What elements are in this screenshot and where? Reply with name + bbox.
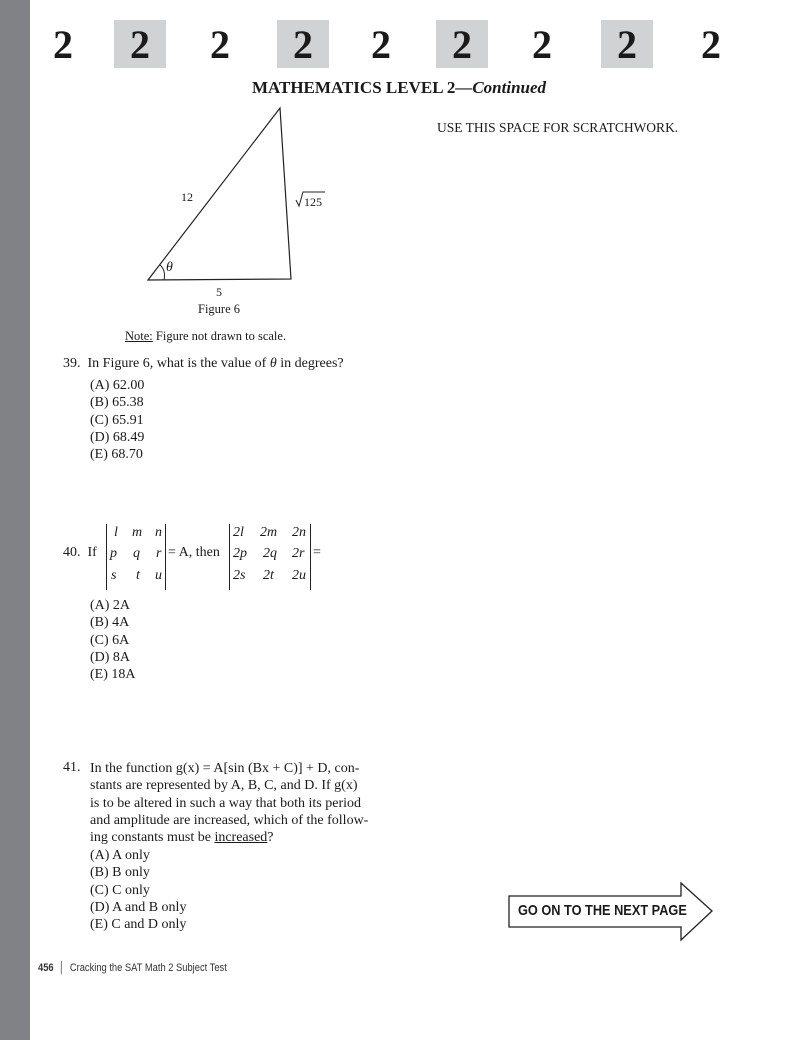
q41-number: 41. [63,760,81,775]
angle-arc [160,265,165,280]
question-line: ing constants must be increased? [90,830,274,846]
option[interactable]: (C) C only [90,882,150,898]
entry: p [110,546,117,561]
entry: l [114,525,118,540]
page-footer: 456 │ Cracking the SAT Math 2 Subject Test [38,962,227,974]
section-digit: 2 [53,22,73,67]
question-line: and amplitude are increased, which of the follow- [90,812,369,828]
option[interactable]: (B) 4A [90,615,130,631]
q40-equals: = [313,545,321,560]
entry: 2q [263,546,277,561]
option[interactable]: (E) 68.70 [90,447,143,463]
entry: 2t [263,568,274,583]
triangle [148,108,291,280]
option[interactable]: (D) 68.49 [90,429,145,445]
entry: 2s [233,568,246,583]
section-digit: 2 [210,22,230,67]
entry: u [155,568,162,583]
side-label-sqrt125: 125 [304,195,322,209]
option[interactable]: (C) 6A [90,632,130,648]
figure-note: Note: Figure not drawn to scale. [125,329,287,343]
q41-options [90,847,186,933]
option[interactable]: (D) 8A [90,649,131,665]
entry: r [156,546,162,561]
option[interactable]: (C) 65.91 [90,412,144,428]
section-digit: 2 [601,20,653,68]
determinant-1 [106,524,166,590]
question-41 [90,760,368,846]
entry: 2u [292,568,306,583]
q40-number: 40. If [63,545,97,560]
q40-equals-a: = A, then [168,545,220,560]
next-page-arrow [508,882,718,947]
option[interactable]: (B) 65.38 [90,395,144,411]
entry: m [132,525,143,540]
question-39: 39. In Figure 6, what is the value of θ in degrees? [63,356,344,371]
book-title: Cracking the SAT Math 2 Subject Test [69,962,227,974]
next-page-label: GO ON TO THE NEXT PAGE [518,902,687,919]
question-line: is to be altered in such a way that both its period [90,795,361,811]
question-line: stants are represented by A, B, C, and D. If g(x) [90,778,358,794]
q39-options [90,377,144,463]
option[interactable]: (A) 2A [90,598,131,613]
side-label-12: 12 [181,190,193,204]
question-line: In the function g(x) = A[sin (Bx + C)] + D, con- [90,761,360,776]
section-digit: 2 [532,22,552,67]
entry: s [111,568,117,583]
option[interactable]: (E) C and D only [90,917,187,933]
entry: t [136,568,140,583]
angle-label: θ [166,260,173,275]
section-digit: 2 [277,20,329,68]
entry: q [133,546,140,561]
entry: 2p [233,546,247,561]
side-label-5: 5 [216,285,222,299]
entry: 2r [292,546,305,561]
section-title: MATHEMATICS LEVEL 2—Continued [251,78,547,97]
option[interactable]: (B) B only [90,865,150,881]
option[interactable]: (A) A only [90,848,150,863]
scratchwork-label: USE THIS SPACE FOR SCRATCHWORK. [437,120,679,135]
entry: n [155,525,162,540]
entry: 2l [233,525,244,540]
option[interactable]: (E) 18A [90,667,136,683]
entry: 2n [292,525,306,540]
section-digit: 2 [436,20,488,68]
section-digit: 2 [701,22,721,67]
option[interactable]: (D) A and B only [90,899,187,915]
page-number: 456 [38,962,54,974]
q40-options [90,597,136,683]
determinant-2 [229,524,311,590]
option[interactable]: (A) 62.00 [90,378,145,393]
entry: 2m [260,525,278,540]
section-digit: 2 [371,22,391,67]
triangle-figure [0,0,798,320]
section-digit: 2 [114,20,166,68]
figure-caption: Figure 6 [198,302,241,316]
